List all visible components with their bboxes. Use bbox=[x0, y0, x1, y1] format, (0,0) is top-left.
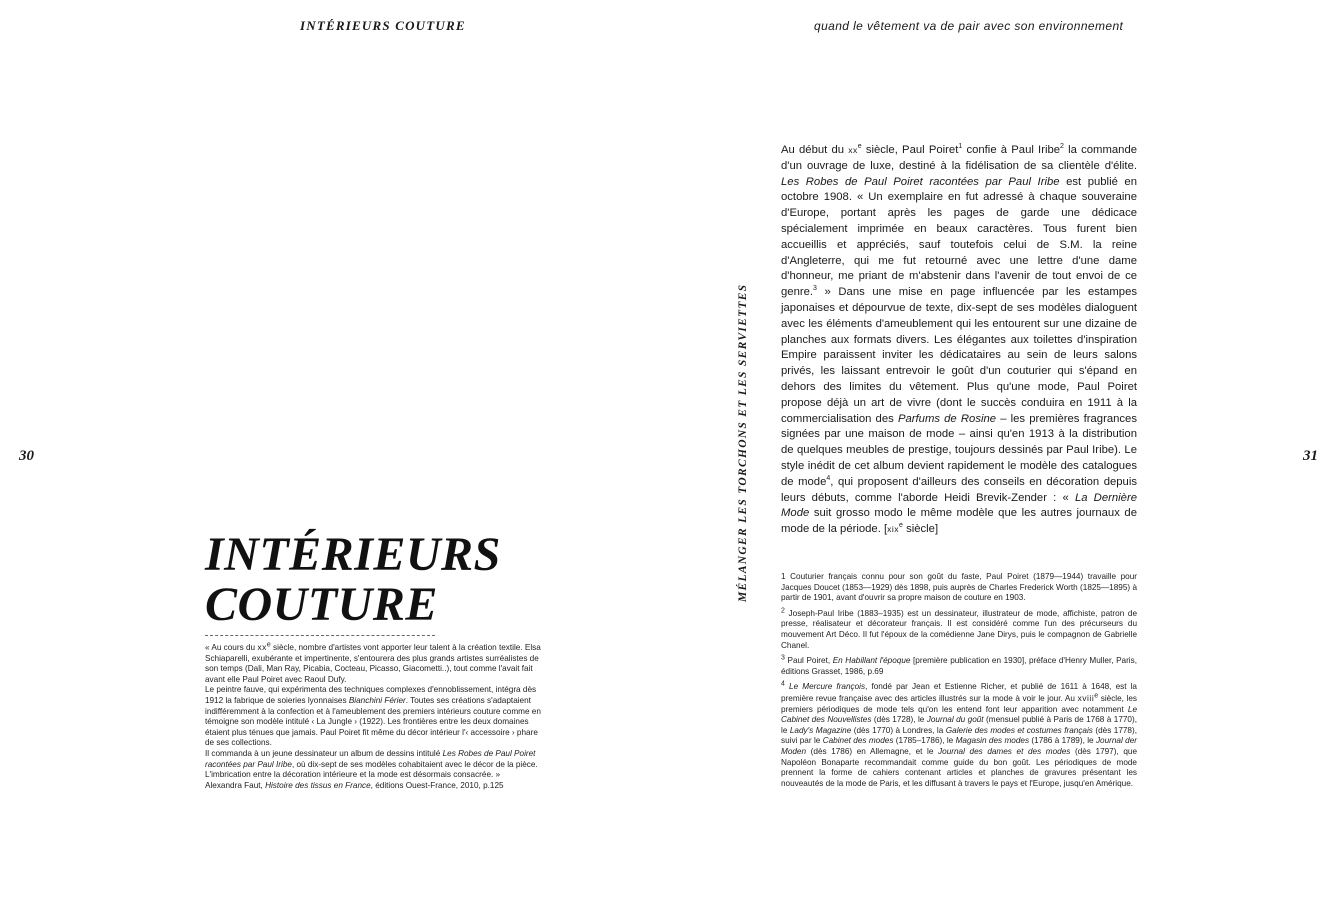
chapter-title-line-2: COUTURE bbox=[205, 578, 438, 631]
epigraph-quote bbox=[205, 642, 545, 791]
footnote-2: 2 Joseph-Paul Iribe (1883–1935) est un dessinateur, illustrateur de mode, affichiste, patron de presse, réalisateur et décorateur français. Il est considéré comme l'un des précurseurs du mouvement Art Déco. Il fut l'époux de la comédienne Jane Dirys, puis le compagnon de Gabrielle Chanel. bbox=[781, 607, 1137, 650]
footnote-ref-4[interactable]: 4 bbox=[826, 474, 831, 482]
running-head-right: quand le vêtement va de pair avec son environnement bbox=[814, 19, 1124, 33]
footnote-1: 1 Couturier français connu pour son goût du faste, Paul Poiret (1879—1944) travaille pour Jacques Doucet (1853—1929) dès 1898, puis auprès de Charles Frederick Worth (1825—1895) à partir de 1901, avant d'ouvrir sa propre maison de couture en 1903. bbox=[781, 572, 1137, 603]
quote-paragraph-2: Le peintre fauve, qui expérimenta des techniques complexes d'ennoblissement, intégra dès 1912 la fabrique de soieries lyonnaises Bianchini Férier. Toutes ses créations s'adaptaient indifféremment à la confection et à l'ameublement des premiers intérieurs couture comme en témoigne son modèle intitulé ‹ La Jungle › (1922). Les frontières entre les deux domaines étaient plus ténues que jamais. Paul Poiret fit même du décor intérieur l'‹ accessoire › phare de ses collections. bbox=[205, 685, 541, 748]
footnote-3: 3 Paul Poiret, En Habillant l'époque [première publication en 1930], préface d'Henry Muller, Paris, éditions Grasset, 1986, p.69 bbox=[781, 654, 1137, 676]
footnote-ref-1[interactable]: 1 bbox=[958, 143, 963, 151]
running-head-left: INTÉRIEURS COUTURE bbox=[300, 18, 466, 33]
quote-source: Alexandra Faut, Histoire des tissus en France, éditions Ouest-France, 2010, p.125 bbox=[205, 780, 504, 790]
quote-paragraph-3: Il commanda à un jeune dessinateur un album de dessins intitulé Les Robes de Paul Poiret racontées par Paul Iribe, où dix-sept de ses modèles cohabitaient avec le décor de la pièce. L'imbrication entre la décoration intérieure et la mode est désormais consacrée. » bbox=[205, 748, 538, 780]
title-dashed-divider bbox=[205, 635, 435, 636]
page-number-right: 31 bbox=[1303, 448, 1318, 464]
footnote-ref-3[interactable]: 3 bbox=[813, 285, 817, 293]
vertical-section-heading: MÉLANGER LES TORCHONS ET LES SERVIETTES bbox=[737, 283, 749, 602]
page-number-left: 30 bbox=[19, 448, 34, 464]
footnotes bbox=[781, 572, 1137, 794]
footnote-ref-2[interactable]: 2 bbox=[1060, 143, 1064, 151]
body-paragraph: Au début du $xx^e$ siècle, Paul Poiret$^1$ confie à Paul Iribe$^2$ la commande d'un ouvrage de luxe, destiné à la fidélisation de sa clientèle d'élite. Les Robes de Paul Poiret racontées par Paul Iribe est publié en octobre 1908. « Un exemplaire en fut adressé à chaque souveraine d'Europe, portant après les pages de garde une dédicace spécialement imprimée en beaux caractères. Tous furent bien accueillis et appréciés, sauf toutefois celui de S.M. la reine d'Angleterre, qui me fut retourné avec une lettre d'une dame d'honneur, me priant de m'abstenir dans l'avenir de tout envoi de ce genre.$^3$ » Dans une mise en page influencée par les estampes japonaises et dépourvue de texte, dix-sept de ses modèles dialoguent avec les éléments d'ameublement qui les entourent sur une dizaine de planches aux formats divers. Les élégantes aux toilettes d'inspiration Empire paraissent inviter les dédicataires au sein de leurs salons privés, les laissant entrevoir le goût d'un couturier qui s'épand en dehors des limites du vêtement. Plus qu'une mode, Paul Poiret propose déjà un art de vivre (dont le succès conduira en 1911 à la commercialisation des Parfums de Rosine – les premières fragrances signées par une maison de mode – ainsi qu'en 1913 à la distribution de quelques meubles de prestige, toujours dessinés par Paul Iribe). Le style inédit de cet album devient rapidement le modèle des catalogues de mode$^4$, qui proposent d'ailleurs des conseils en décoration depuis leurs débuts, comme l'aborde Heidi Brevik-Zender : « La Dernière Mode suit grosso modo le même modèle que les autres journaux de mode de la période. [xix$^e$ siècle] bbox=[781, 143, 1138, 536]
chapter-title bbox=[205, 530, 501, 630]
quote-paragraph-1: « Au cours du xxe siècle, nombre d'artistes vont apporter leur talent à la création textile. Elsa Schiaparelli, exubérante et impertinente, s'entourera des plus grands artistes surréalistes de son temps (Dali, Man Ray, Picabia, Cocteau, Picasso, Giacometti..), tout comme l'avait fait avant elle Paul Poiret avec Raoul Dufy. bbox=[205, 641, 541, 684]
footnote-4: 4 Le Mercure françois, fondé par Jean et Estienne Richer, et publié de 1611 à 1648, est la première revue française avec des articles illustrés sur la mode à voir le jour. Au xviiie siècle, les premiers périodiques de mode tels qu'on les entend font leur apparition avec notamment Le Cabinet des Nouvellistes (dès 1728), le Journal du goût (mensuel publié à Paris de 1768 à 1770), le Lady's Magazine (dès 1770) à Londres, la Galerie des modes et costumes français (dès 1778), suivi par le Cabinet des modes (1785–1786), le Magasin des modes (1786 à 1789), le Journal der Moden (dès 1786) en Allemagne, et le Journal des dames et des modes (dès 1797), que Napoléon Bonaparte recommandait comme guide du bon goût. Les périodiques de mode prennent la forme de cahiers contenant articles et planches de gravures présentant les nouveautés de la mode de Paris, et les diffusant à travers le pays et l'Europe, jusqu'en Amérique. bbox=[781, 680, 1138, 788]
chapter-title-line-1: INTÉRIEURS bbox=[205, 528, 501, 581]
